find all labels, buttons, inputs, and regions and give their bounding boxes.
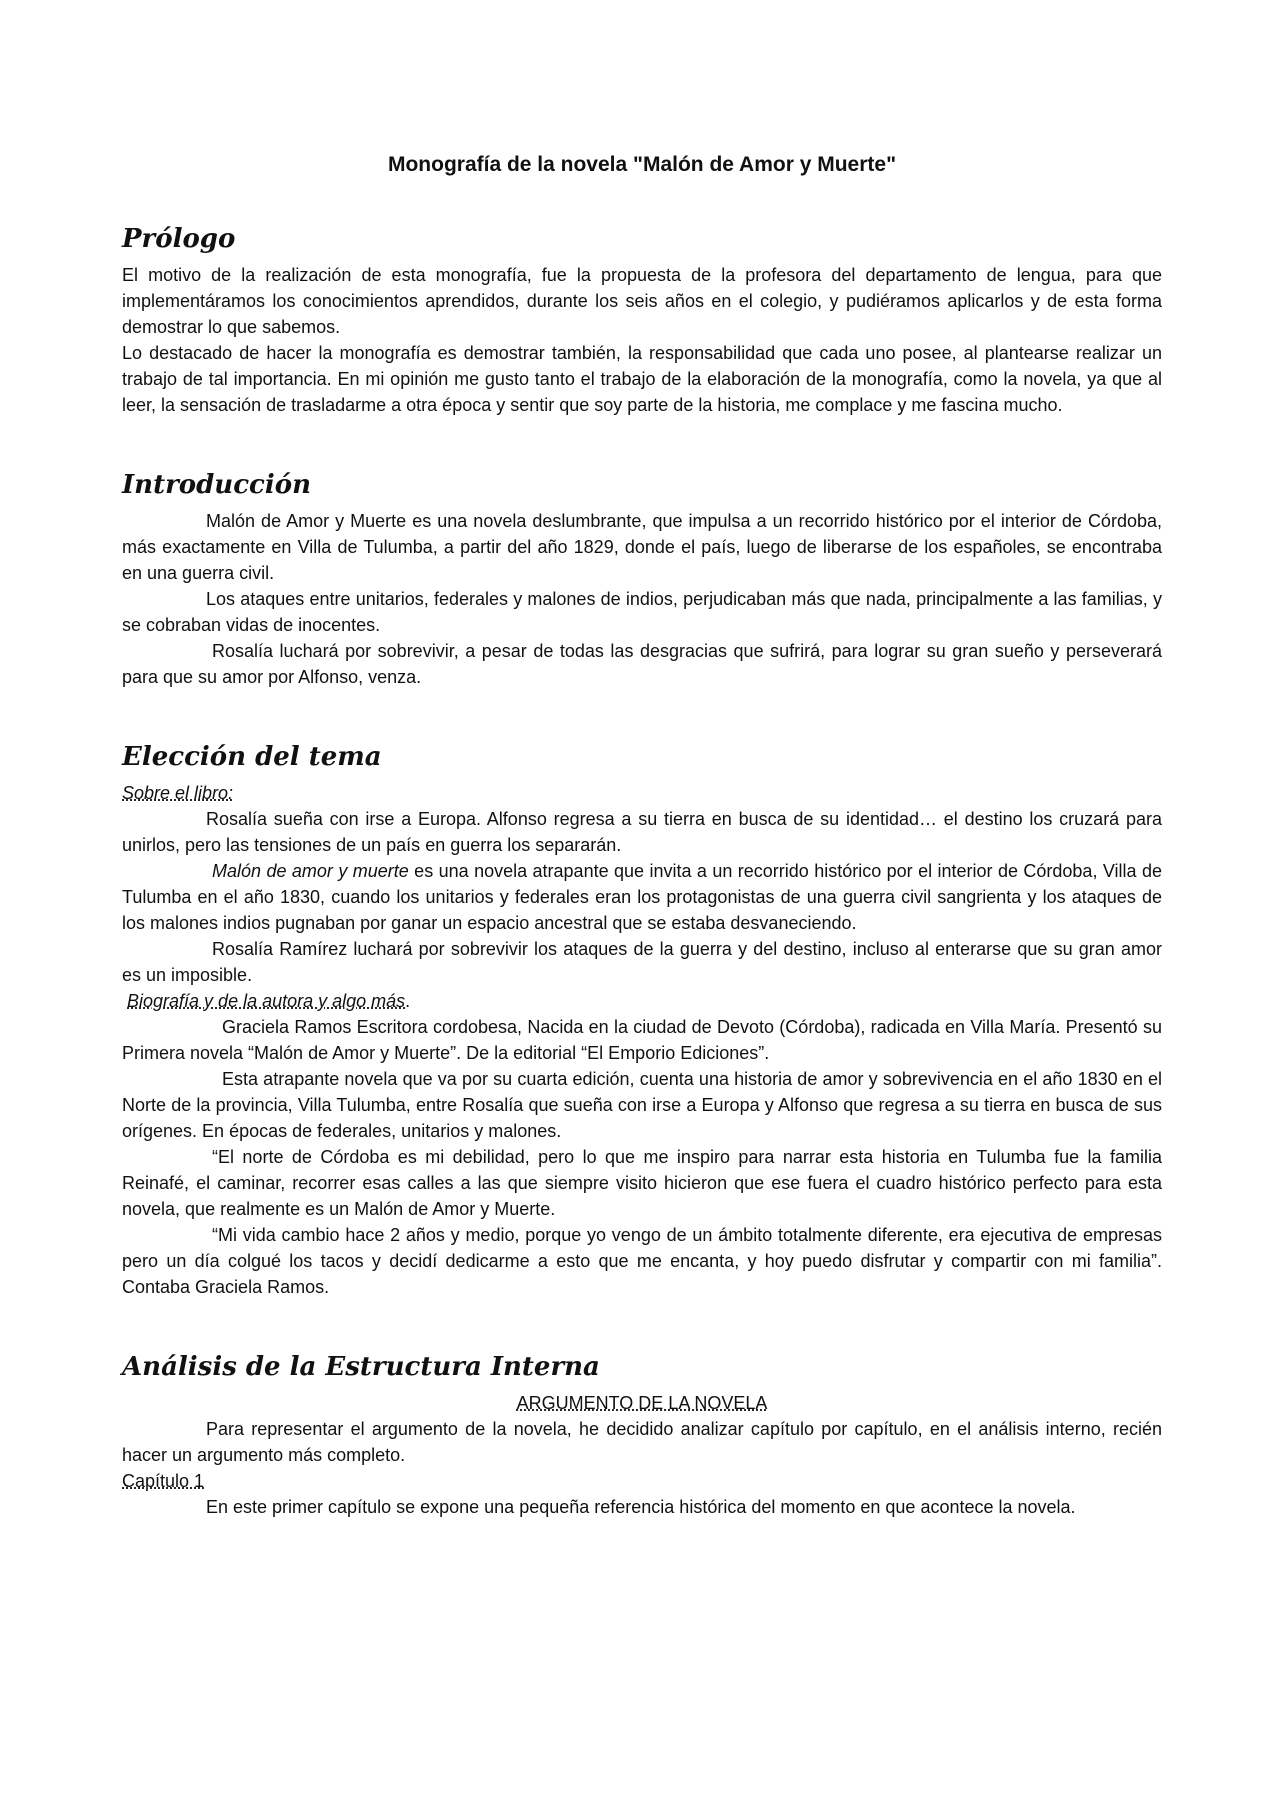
eleccion-paragraph-2	[122, 858, 1162, 936]
eleccion-paragraph-5: Esta atrapante novela que va por su cuarta edición, cuenta una historia de amor y sobrevivencia en el año 1830 en el Norte de la provincia, Villa Tulumba, entre Rosalía que sueña con irse a Europa y Alfonso que regresa a su tierra en busca de sus orígenes. En épocas de federales, unitarios y malones.	[122, 1069, 1162, 1141]
eleccion-paragraph-1: Rosalía sueña con irse a Europa. Alfonso regresa a su tierra en busca de su identidad… el destino los cruzará para unirlos, pero las tensiones de un país en guerra los separarán.	[122, 809, 1162, 855]
eleccion-paragraph-7: “Mi vida cambio hace 2 años y medio, porque yo vengo de un ámbito totalmente diferente, era ejecutiva de empresas pero un día colgué los tacos y decidí dedicarme a esto que me encanta, y hoy puedo disfrutar y compartir con mi familia”. Contaba Graciela Ramos.	[122, 1225, 1162, 1297]
introduccion-paragraph-2: Los ataques entre unitarios, federales y malones de indios, perjudicaban más que nada, principalmente a las familias, y se cobraban vidas de inocentes.	[122, 589, 1162, 635]
eleccion-paragraph-3: Rosalía Ramírez luchará por sobrevivir los ataques de la guerra y del destino, incluso al enterarse que su gran amor es un imposible.	[122, 939, 1162, 985]
analisis-paragraph-1: Para representar el argumento de la novela, he decidido analizar capítulo por capítulo, en el análisis interno, recién hacer un argumento más completo.	[122, 1419, 1162, 1465]
prologo-paragraph-1: El motivo de la realización de esta monografía, fue la propuesta de la profesora del departamento de lengua, para que implementáramos los conocimientos aprendidos, durante los seis años en el colegio, y pudiéramos aplicarlos y de esta forma demostrar lo que sabemos.	[122, 265, 1162, 337]
introduccion-paragraph-3: Rosalía luchará por sobrevivir, a pesar de todas las desgracias que sufrirá, para lograr su gran sueño y perseverará para que su amor por Alfonso, venza.	[122, 641, 1162, 687]
eleccion-paragraph-2-text: es una novela atrapante que invita a un recorrido histórico por el interior de Córdoba, Villa de Tulumba en el año 1830, cuando los unitarios y federales eran los protagonistas de una guerra civil sangrienta y los ataques de los malones indios pugnaban por ganar un espacio ancestral que se estaba desvaneciendo.	[122, 861, 1162, 933]
subheading-biografia-line	[122, 988, 1162, 1014]
eleccion-paragraph-6: “El norte de Córdoba es mi debilidad, pero lo que me inspiro para narrar esta historia en Tulumba fue la familia Reinafé, el caminar, recorrer esas calles a las que siempre visito hicieron que ese fuera el cuadro histórico perfecto para esta novela, que realmente es un Malón de Amor y Muerte.	[122, 1147, 1162, 1219]
heading-eleccion: Elección del tema	[122, 742, 382, 772]
prologo-paragraph-2: Lo destacado de hacer la monografía es demostrar también, la responsabilidad que cada uno posee, al plantearse realizar un trabajo de tal importancia. En mi opinión me gusto tanto el trabajo de la elaboración de la monografía, como la novela, ya que al leer, la sensación de trasladarme a otra época y sentir que soy parte de la historia, me complace y me fascina mucho.	[122, 343, 1162, 415]
analisis-paragraph-2: En este primer capítulo se expone una pequeña referencia histórica del momento en que acontece la novela.	[206, 1497, 1076, 1517]
eleccion-paragraph-4: Graciela Ramos Escritora cordobesa, Nacida en la ciudad de Devoto (Córdoba), radicada en Villa María. Presentó su Primera novela “Malón de Amor y Muerte”. De la editorial “El Emporio Ediciones”.	[122, 1017, 1162, 1063]
novel-title-italic: Malón de amor y muerte	[212, 861, 409, 881]
document-content	[122, 150, 1162, 1570]
subheading-capitulo-1: Capítulo 1	[122, 1471, 205, 1491]
section-introduccion	[122, 468, 1162, 690]
subheading-sobre-el-libro: Sobre el libro:	[122, 783, 234, 803]
subheading-biografia-dot: .	[405, 991, 411, 1011]
section-prologo	[122, 222, 1162, 418]
heading-prologo: Prólogo	[122, 224, 236, 254]
subheading-biografia: Biografía y de la autora y algo más	[127, 991, 406, 1011]
subheading-argumento: ARGUMENTO DE LA NOVELA	[516, 1393, 768, 1413]
heading-analisis: Análisis de la Estructura Interna	[122, 1352, 600, 1382]
section-analisis	[122, 1350, 1162, 1520]
heading-introduccion: Introducción	[122, 470, 311, 500]
document-title: Monografía de la novela "Malón de Amor y Muerte"	[387, 153, 897, 176]
section-eleccion	[122, 740, 1162, 1300]
introduccion-paragraph-1: Malón de Amor y Muerte es una novela deslumbrante, que impulsa a un recorrido histórico por el interior de Córdoba, más exactamente en Villa de Tulumba, a partir del año 1829, donde el país, luego de liberarse de los españoles, se encontraba en una guerra civil.	[122, 511, 1162, 583]
